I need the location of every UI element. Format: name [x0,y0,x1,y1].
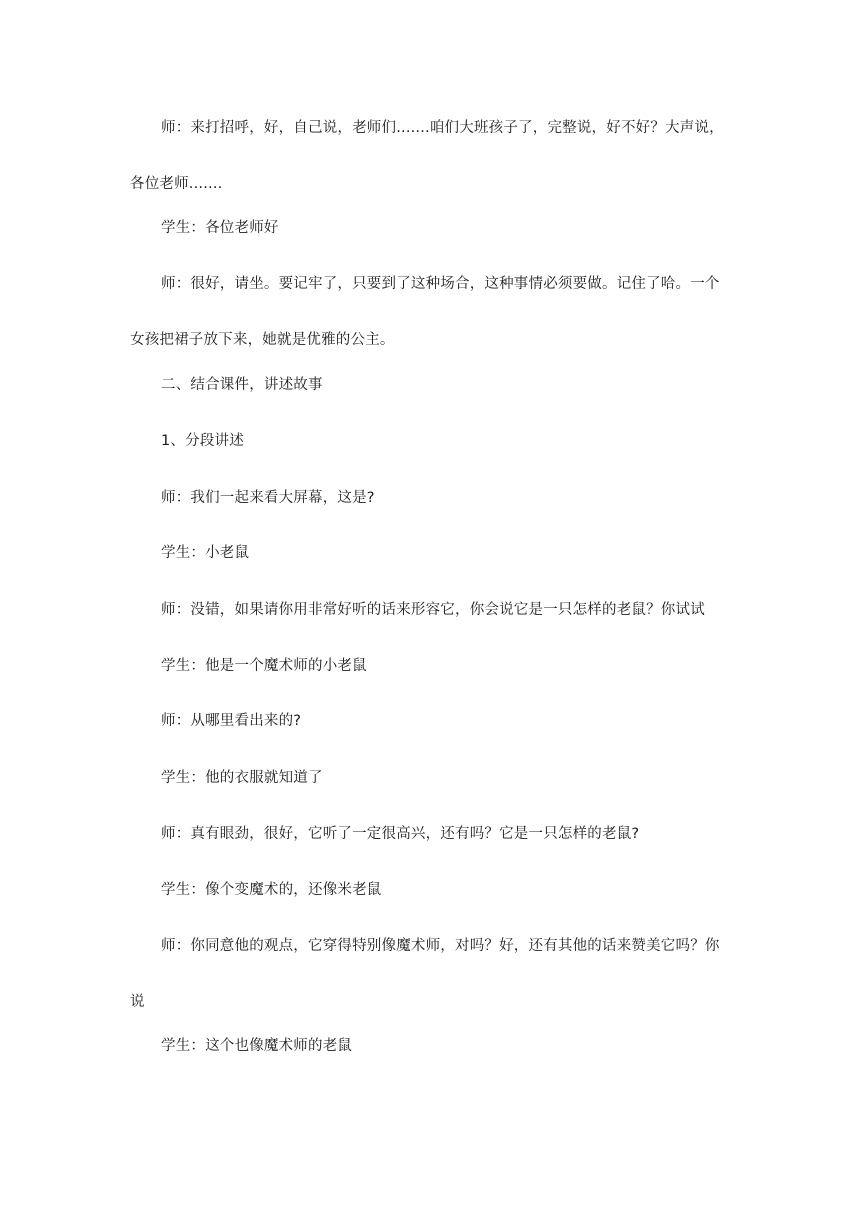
paragraph-teacher-please-sit: 师：很好，请坐。要记牢了，只要到了这种场合，这种事情必须要做。记住了哈。一个女孩把裙子放下来，她就是优雅的公主。 [130,276,720,348]
paragraph-student-mouse: 学生：小老鼠 [161,545,250,561]
section-heading: 二、结合课件，讲述故事 [161,377,323,393]
paragraph-teacher-where: 师：从哪里看出来的? [161,713,302,729]
paragraph-teacher-good-eye: 师：真有眼劲，很好，它听了一定很高兴，还有吗？它是一只怎样的老鼠? [161,826,640,842]
paragraph-teacher-screen: 师：我们一起来看大屏幕，这是? [161,490,375,506]
paragraph-teacher-greeting: 师：来打招呼，好，自己说，老师们.......咱们大班孩子了，完整说，好不好？大声说，各位老师....... [130,120,724,192]
paragraph-student-magician: 学生：他是一个魔术师的小老鼠 [161,658,367,674]
paragraph-student-mickey: 学生：像个变魔术的，还像米老鼠 [161,882,382,898]
paragraph-student-also-magician: 学生：这个也像魔术师的老鼠 [161,1038,353,1054]
paragraph-student-clothes: 学生：他的衣服就知道了 [161,770,323,786]
paragraph-teacher-describe: 师：没错，如果请你用非常好听的话来形容它，你会说它是一只怎样的老鼠？你试试 [161,602,705,618]
subsection-heading: 1、分段讲述 [161,433,244,449]
paragraph-student-reply: 学生：各位老师好 [161,220,279,236]
paragraph-teacher-agree: 师：你同意他的观点，它穿得特别像魔术师，对吗？好，还有其他的话来赞美它吗？你说 [130,938,720,1010]
